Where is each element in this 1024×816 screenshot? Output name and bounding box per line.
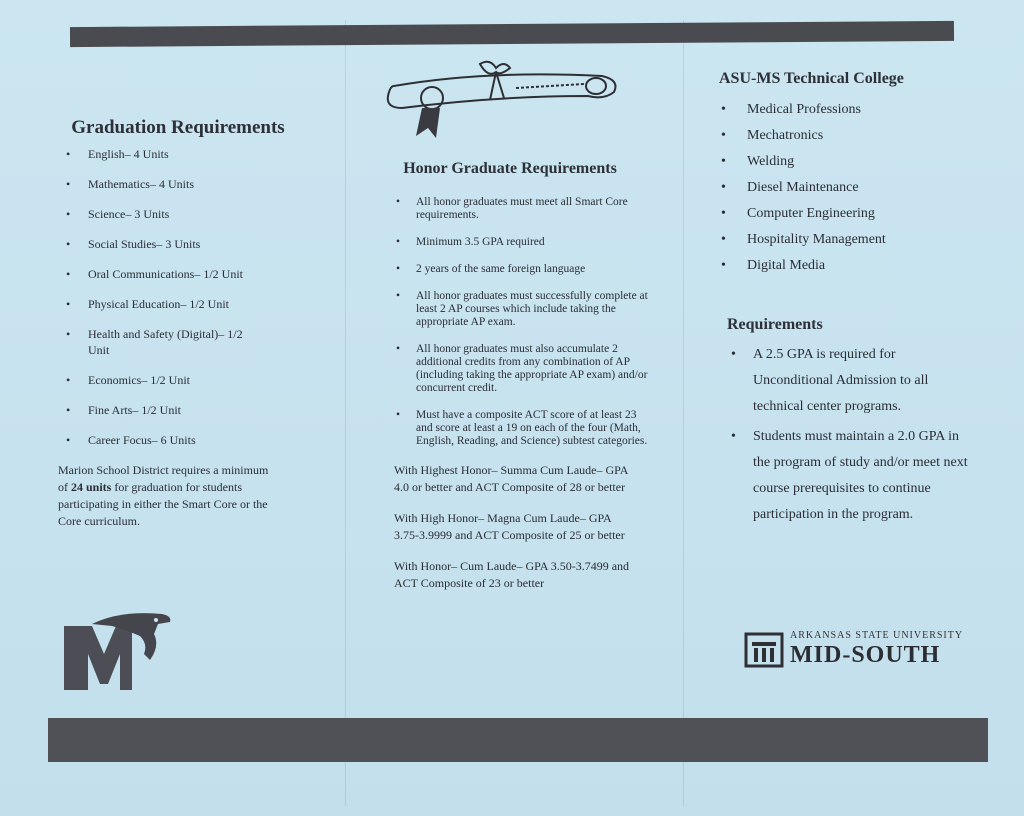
asu-mid-south-logo bbox=[744, 628, 982, 674]
bottom-stripe bbox=[48, 718, 988, 762]
note-text: Marion School District requires a minimum of bbox=[58, 463, 269, 494]
list-item: • 2 years of the same foreign language bbox=[416, 263, 650, 276]
list-item: • All honor graduates must also accumulate 2 additional credits from any combination of AP (including taking the appropriate AP exam) and/or concurrent credit. bbox=[416, 343, 650, 395]
logo-subtitle: ARKANSAS STATE UNIVERSITY bbox=[790, 630, 964, 641]
requirements-list bbox=[715, 342, 985, 528]
list-item: • Career Focus– 6 Units bbox=[88, 432, 298, 448]
list-item: • English– 4 Units bbox=[88, 146, 298, 162]
logo-title: MID-SOUTH bbox=[790, 642, 941, 668]
list-item: • Mechatronics bbox=[747, 126, 985, 146]
honor-list bbox=[390, 196, 650, 448]
technical-college-panel bbox=[715, 70, 985, 532]
list-item: • A 2.5 GPA is required for Unconditional Admission to all technical center programs. bbox=[753, 342, 975, 420]
list-item: • Students must maintain a 2.0 GPA in the program of study and/or meet next course prerequisites to continue participation in the program. bbox=[753, 424, 975, 528]
top-stripe bbox=[70, 21, 954, 47]
list-item: • All honor graduates must successfully complete at least 2 AP courses which include taking the appropriate AP exam. bbox=[416, 290, 650, 329]
list-item: • Welding bbox=[747, 152, 985, 172]
list-item: • Computer Engineering bbox=[747, 204, 985, 224]
honor-level-text: With Honor– Cum Laude– GPA 3.50-3.7499 and ACT Composite of 23 or better bbox=[394, 559, 630, 590]
list-item: • Hospitality Management bbox=[747, 230, 985, 250]
mustang-m-logo bbox=[62, 608, 174, 696]
note-emphasis: 24 units bbox=[71, 480, 112, 494]
list-item: • Health and Safety (Digital)– 1/2 Unit bbox=[88, 326, 258, 358]
list-item: • Economics– 1/2 Unit bbox=[88, 372, 298, 388]
list-item: • All honor graduates must meet all Smart Core requirements. bbox=[416, 196, 650, 222]
building-icon bbox=[744, 630, 784, 670]
list-item: • Fine Arts– 1/2 Unit bbox=[88, 402, 298, 418]
district-note bbox=[58, 462, 278, 530]
fold-line bbox=[683, 20, 684, 806]
list-item: • Physical Education– 1/2 Unit bbox=[88, 296, 298, 312]
college-title: ASU-MS Technical College bbox=[719, 70, 904, 87]
graduation-panel bbox=[58, 110, 298, 530]
list-item: • Digital Media bbox=[747, 256, 985, 276]
requirements-title: Requirements bbox=[727, 316, 823, 333]
list-item: • Must have a composite ACT score of at least 23 and score at least a 19 on each of the four (Math, English, Reading, and Science) subtest categories. bbox=[416, 409, 650, 448]
honor-level-text: With High Honor– Magna Cum Laude– GPA 3.75-3.9999 and ACT Composite of 25 or better bbox=[394, 511, 625, 542]
program-list bbox=[715, 100, 985, 276]
list-item: • Social Studies– 3 Units bbox=[88, 236, 298, 252]
note-text: for graduation for students participating in either the Smart Core or the Core curriculum. bbox=[58, 480, 268, 528]
list-item: • Medical Professions bbox=[747, 100, 985, 120]
graduation-list bbox=[58, 146, 298, 448]
honor-panel bbox=[390, 60, 650, 606]
list-item: • Mathematics– 4 Units bbox=[88, 176, 298, 192]
list-item: • Oral Communications– 1/2 Unit bbox=[88, 266, 298, 282]
list-item: • Science– 3 Units bbox=[88, 206, 298, 222]
honor-title: Honor Graduate Requirements bbox=[403, 160, 617, 177]
fold-line bbox=[345, 20, 346, 806]
honor-level-text: With Highest Honor– Summa Cum Laude– GPA 4.0 or better and ACT Composite of 28 or better bbox=[394, 463, 628, 494]
graduation-title: Graduation Requirements bbox=[71, 117, 285, 138]
list-item: • Diesel Maintenance bbox=[747, 178, 985, 198]
list-item: • Minimum 3.5 GPA required bbox=[416, 236, 650, 249]
